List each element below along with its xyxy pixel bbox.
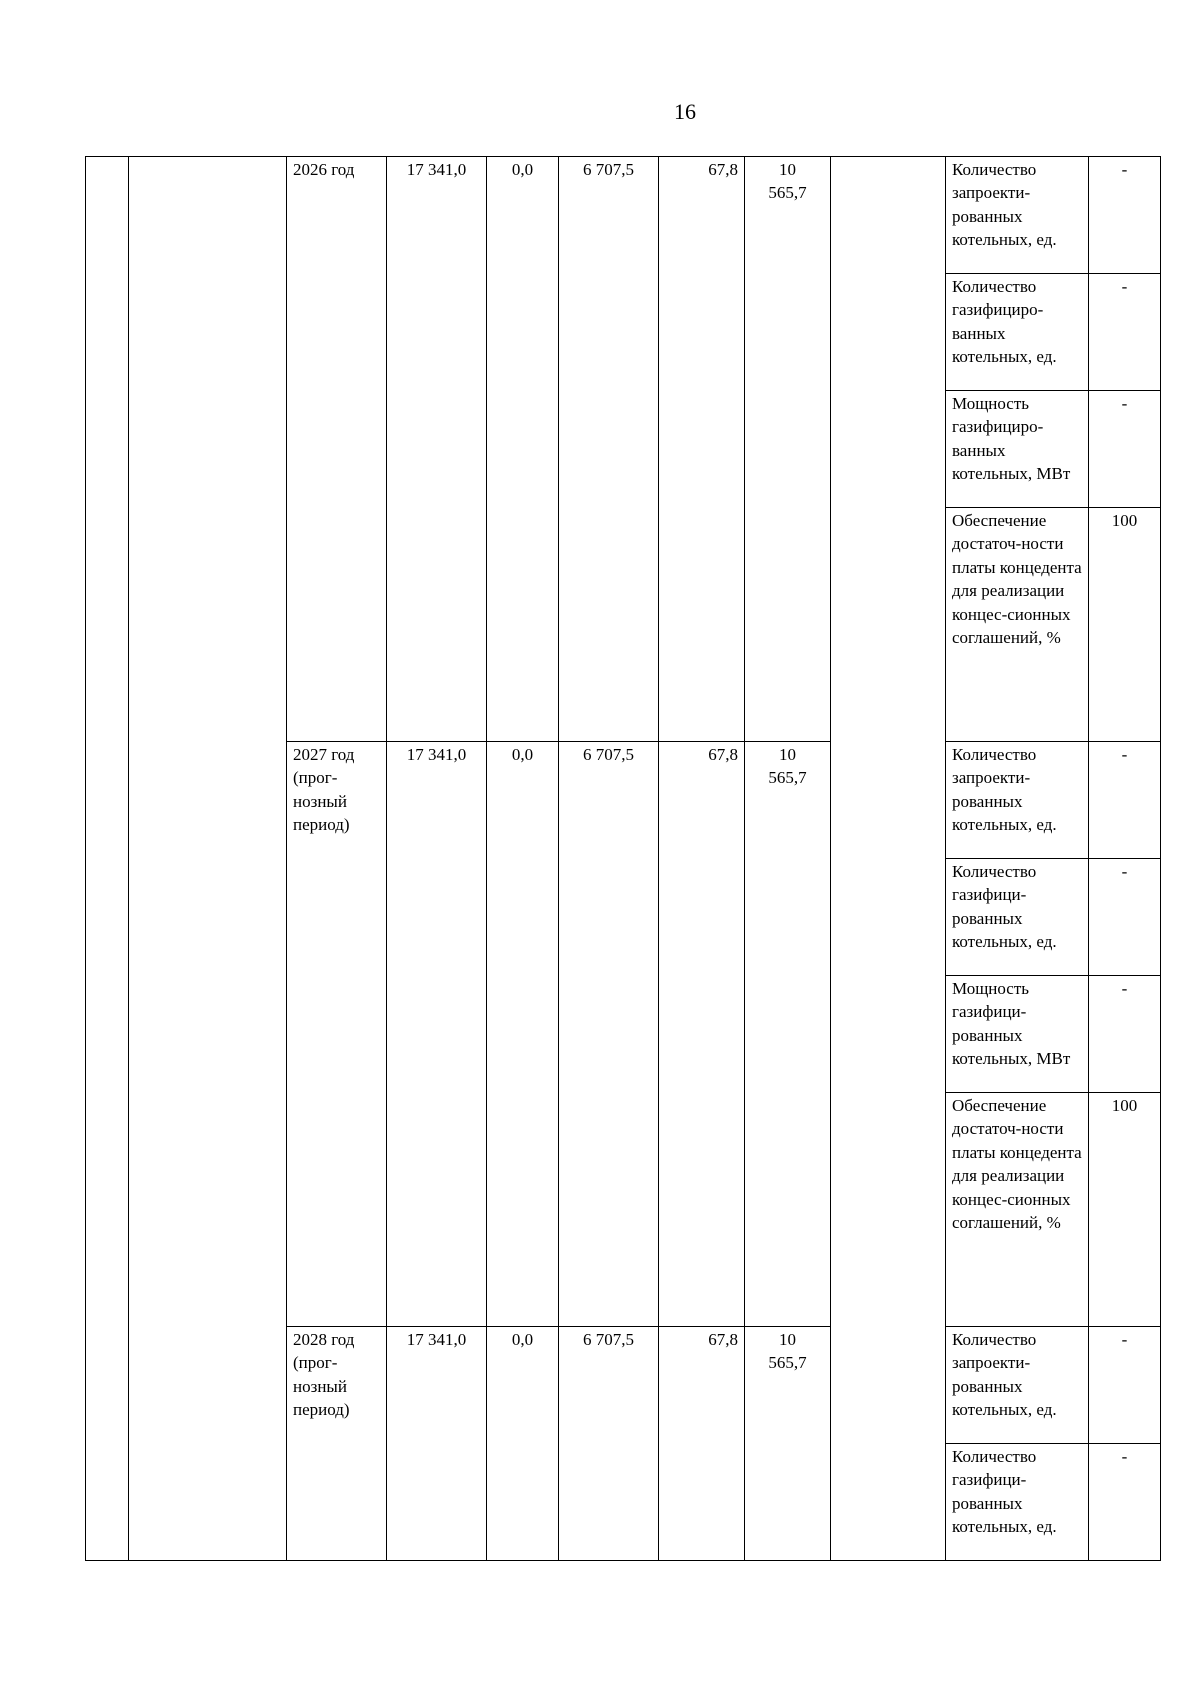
page-number: 16 [674, 99, 696, 124]
row-number-cell [86, 157, 129, 1561]
federal-budget-cell: 0,0 [487, 1327, 559, 1561]
indicator-name: Обеспечение достаточ-ности платы концедента для реализации концес-сионных соглашений, % [946, 508, 1089, 742]
other-sources-cell: 10 565,7 [745, 742, 831, 1327]
executor-cell [831, 157, 946, 1561]
federal-budget-cell: 0,0 [487, 742, 559, 1327]
indicator-name: Мощность газифициро-ванных котельных, МВт [946, 391, 1089, 508]
total-cell: 17 341,0 [387, 742, 487, 1327]
program-table [85, 156, 1161, 1561]
indicator-value: - [1089, 859, 1161, 976]
year-cell: 2027 год (прог-нозный период) [287, 742, 387, 1327]
local-budget-cell: 67,8 [659, 1327, 745, 1561]
indicator-name: Обеспечение достаточ-ности платы концедента для реализации концес-сионных соглашений, % [946, 1093, 1089, 1327]
regional-budget-cell: 6 707,5 [559, 1327, 659, 1561]
local-budget-cell: 67,8 [659, 157, 745, 742]
federal-budget-cell: 0,0 [487, 157, 559, 742]
indicator-name: Количество запроекти-рованных котельных, ед. [946, 157, 1089, 274]
total-cell: 17 341,0 [387, 157, 487, 742]
indicator-value: - [1089, 742, 1161, 859]
indicator-name: Количество запроекти-рованных котельных, ед. [946, 742, 1089, 859]
indicator-value: 100 [1089, 508, 1161, 742]
indicator-value: - [1089, 976, 1161, 1093]
indicator-name: Количество газифици-рованных котельных, ед. [946, 1444, 1089, 1561]
indicator-name: Количество газифициро-ванных котельных, ед. [946, 274, 1089, 391]
regional-budget-cell: 6 707,5 [559, 742, 659, 1327]
indicator-value: - [1089, 1327, 1161, 1444]
total-cell: 17 341,0 [387, 1327, 487, 1561]
regional-budget-cell: 6 707,5 [559, 157, 659, 742]
indicator-name: Количество запроекти-рованных котельных, ед. [946, 1327, 1089, 1444]
indicator-value: 100 [1089, 1093, 1161, 1327]
other-sources-cell: 10 565,7 [745, 1327, 831, 1561]
year-cell: 2026 год [287, 157, 387, 742]
indicator-name: Количество газифици-рованных котельных, ед. [946, 859, 1089, 976]
indicator-value: - [1089, 274, 1161, 391]
indicator-value: - [1089, 391, 1161, 508]
indicator-value: - [1089, 157, 1161, 274]
indicator-name: Мощность газифици-рованных котельных, МВт [946, 976, 1089, 1093]
indicator-value: - [1089, 1444, 1161, 1561]
other-sources-cell: 10 565,7 [745, 157, 831, 742]
measure-name-cell [129, 157, 287, 1561]
local-budget-cell: 67,8 [659, 742, 745, 1327]
year-cell: 2028 год (прог-нозный период) [287, 1327, 387, 1561]
